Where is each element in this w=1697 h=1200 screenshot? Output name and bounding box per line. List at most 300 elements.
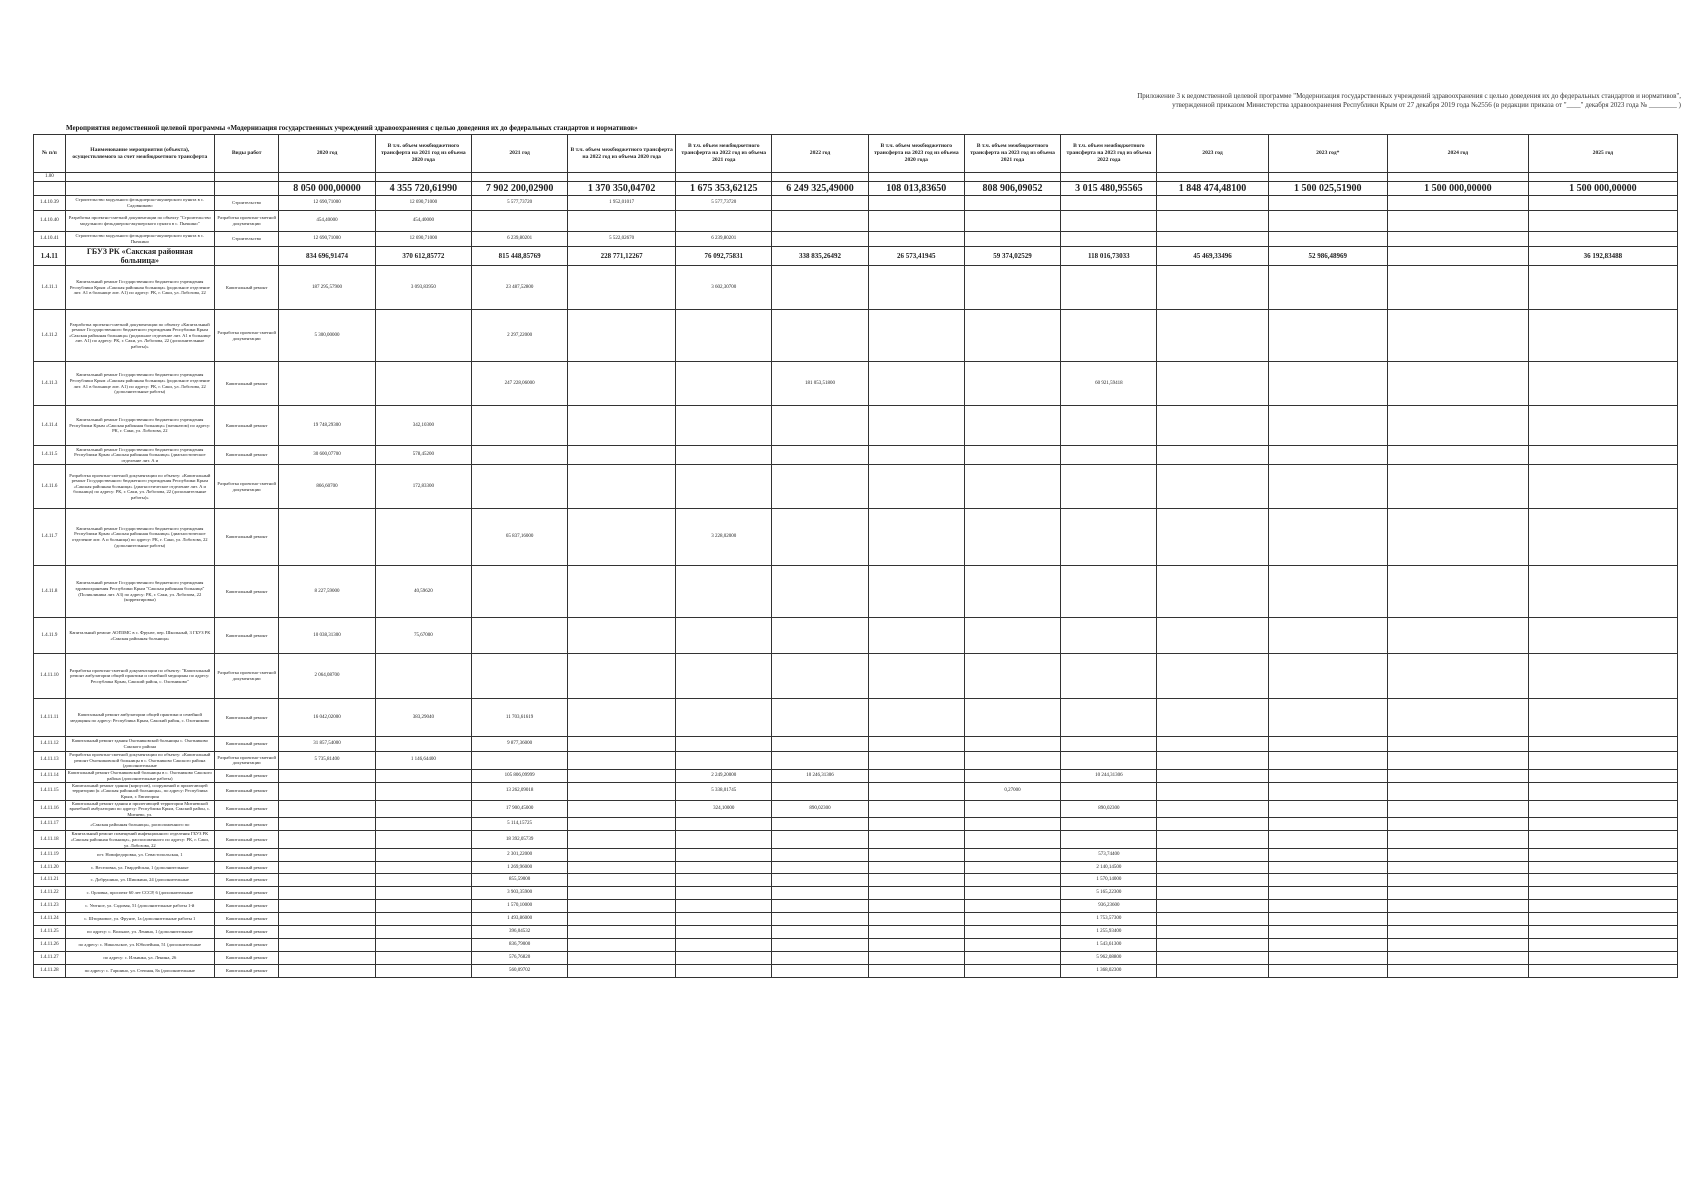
row-value	[868, 654, 964, 699]
row-value	[1061, 618, 1157, 654]
row-value	[1528, 818, 1677, 831]
row-value	[868, 699, 964, 737]
table-row	[34, 800, 1678, 818]
table-row	[34, 952, 1678, 965]
total-cell: 4 355 720,61990	[375, 182, 471, 196]
row-name: Разработка проектно-сметной документации по объекту: "Капитальный ремонт амбулатории общей практики и семейной медицины по адресу: Республика Крым, Сакский район, с. Охотниково"	[65, 654, 214, 699]
row-value	[772, 737, 868, 752]
row-name: пгт. Новофедоровка, ул. Севастопольская, 1	[65, 849, 214, 862]
row-value	[1528, 211, 1677, 232]
col-header: В т.ч. объем межбюджетного трансферта на 2023 год из объема 2022 года	[1061, 135, 1157, 173]
row-value	[1528, 509, 1677, 566]
row-value	[568, 782, 676, 800]
row-value	[1388, 862, 1529, 874]
row-value: 23 487,52800	[471, 266, 567, 310]
row-name: с. Штормовое, ул. Фрунзе, 1а (дополнительные работы 1	[65, 913, 214, 926]
row-value: 118 016,73033	[1061, 247, 1157, 266]
row-number: 1.4.11.6	[34, 465, 66, 509]
row-value	[568, 769, 676, 782]
row-value	[772, 939, 868, 952]
row-value	[568, 800, 676, 818]
row-value	[279, 887, 375, 900]
row-value	[772, 831, 868, 849]
total-cell: 6 249 325,49000	[772, 182, 868, 196]
row-value	[676, 654, 772, 699]
row-value	[1268, 862, 1388, 874]
row-value	[1528, 266, 1677, 310]
row-value	[964, 849, 1060, 862]
row-value	[772, 310, 868, 362]
row-name: Капитальный ремонт здания Охотниковской больницы с. Охотниково Сакского района	[65, 737, 214, 752]
row-name: Капитальный ремонт Государственного бюджетного учреждения здравоохранения Республики Крым "Сакская районная больница" (Поликлиника лит. А3) по адресу: РК, г. Саки, ул. Лобозова, 22 (корректировка)	[65, 566, 214, 618]
row-value	[1528, 782, 1677, 800]
row-value	[868, 769, 964, 782]
row-value	[1157, 509, 1268, 566]
row-value: 3 903,35900	[471, 887, 567, 900]
row-value	[375, 769, 471, 782]
row-value	[1528, 362, 1677, 406]
table-row	[34, 887, 1678, 900]
row-value	[964, 939, 1060, 952]
row-value	[964, 769, 1060, 782]
row-value	[471, 446, 567, 465]
row-value	[568, 465, 676, 509]
row-value	[964, 926, 1060, 939]
code-row	[34, 173, 1678, 182]
row-value	[772, 232, 868, 247]
row-value	[772, 266, 868, 310]
row-value: 0,27000	[964, 782, 1060, 800]
table-row	[34, 465, 1678, 509]
row-number: 1.4.10.39	[34, 196, 66, 211]
table-row	[34, 196, 1678, 211]
row-value: 454,40000	[375, 211, 471, 232]
row-value: 2 064,08700	[279, 654, 375, 699]
row-value	[1268, 618, 1388, 654]
row-value: 855,59000	[471, 874, 567, 887]
row-name: Капитальный ремонт здания (корпусов), сооружений и прилегающей территории (к «Сакская районной больницы», по адресу: Республика Крым, г. Евпатория	[65, 782, 214, 800]
col-header: 2021 год	[471, 135, 567, 173]
row-value	[868, 310, 964, 362]
row-value	[375, 737, 471, 752]
row-value	[1268, 913, 1388, 926]
row-value: 13 262,09018	[471, 782, 567, 800]
row-number: 1.4.11.5	[34, 446, 66, 465]
row-value	[1388, 913, 1529, 926]
row-value: 11 703,61619	[471, 699, 567, 737]
row-value	[1528, 310, 1677, 362]
row-value	[1157, 849, 1268, 862]
row-value	[676, 818, 772, 831]
total-cell: 808 906,09052	[964, 182, 1060, 196]
row-number: 1.4.11.13	[34, 752, 66, 770]
row-value: 6 239,80201	[676, 232, 772, 247]
row-value	[1157, 465, 1268, 509]
row-value	[1157, 211, 1268, 232]
row-name: ГБУЗ РК «Сакская районная больница»	[65, 247, 214, 266]
row-value	[1157, 900, 1268, 913]
row-value	[1157, 446, 1268, 465]
row-value	[964, 862, 1060, 874]
row-number: 1.4.11.12	[34, 737, 66, 752]
row-number: 1.4.11.26	[34, 939, 66, 952]
row-value	[868, 900, 964, 913]
col-header: 2020 год	[279, 135, 375, 173]
row-value	[1388, 362, 1529, 406]
col-header: 2023 год	[1157, 135, 1268, 173]
total-cell: 1 500 000,00000	[1528, 182, 1677, 196]
row-value	[1268, 769, 1388, 782]
row-value	[1157, 654, 1268, 699]
row-value	[964, 509, 1060, 566]
row-value	[676, 831, 772, 849]
row-number: 1.4.11.16	[34, 800, 66, 818]
row-value	[1528, 849, 1677, 862]
row-work-type: Капитальный ремонт	[214, 266, 279, 310]
row-value	[1268, 211, 1388, 232]
row-value	[868, 446, 964, 465]
row-value	[772, 699, 868, 737]
table-row	[34, 362, 1678, 406]
table-row	[34, 913, 1678, 926]
row-value	[772, 952, 868, 965]
row-value	[964, 887, 1060, 900]
row-value	[1157, 406, 1268, 446]
row-value	[964, 310, 1060, 362]
row-value	[568, 362, 676, 406]
row-value	[868, 266, 964, 310]
row-value	[1388, 211, 1529, 232]
row-value: 10 038,31300	[279, 618, 375, 654]
row-value: 26 573,41945	[868, 247, 964, 266]
row-value: 76 092,75831	[676, 247, 772, 266]
row-value	[772, 782, 868, 800]
row-value	[1388, 465, 1529, 509]
row-value: 2 297,22000	[471, 310, 567, 362]
row-value	[1157, 737, 1268, 752]
table-row	[34, 831, 1678, 849]
row-value	[1388, 831, 1529, 849]
table-row	[34, 752, 1678, 770]
row-value	[279, 913, 375, 926]
row-value	[1268, 654, 1388, 699]
row-value	[1268, 737, 1388, 752]
row-name: Капитальный ремонт Государственного бюджетного учреждения Республики Крым «Сакская районная больница» (патанатом) по адресу: РК, г. Саки, ул. Лобозова, 22	[65, 406, 214, 446]
row-value	[568, 566, 676, 618]
row-value	[676, 952, 772, 965]
row-value	[676, 566, 772, 618]
row-work-type: Капитальный ремонт	[214, 800, 279, 818]
row-work-type: Строительство	[214, 196, 279, 211]
table-row	[34, 849, 1678, 862]
row-name: Строительство модульного фельдшерско-акушерского пункта в с. Пычкино	[65, 232, 214, 247]
row-value: 370 612,85772	[375, 247, 471, 266]
total-cell: 3 015 480,95565	[1061, 182, 1157, 196]
row-value	[1268, 509, 1388, 566]
row-value	[964, 699, 1060, 737]
row-value	[279, 926, 375, 939]
row-value	[772, 406, 868, 446]
row-value	[375, 952, 471, 965]
row-value	[279, 900, 375, 913]
row-value	[375, 939, 471, 952]
row-value: 45 469,33496	[1157, 247, 1268, 266]
col-header: 2025 год	[1528, 135, 1677, 173]
row-value	[1388, 752, 1529, 770]
row-value	[1388, 939, 1529, 952]
row-name: Капитальный ремонт АОПЗМС в с. Фрунзе, пер. Школьный, 3 ГБУЗ РК «Сакская районная больница»	[65, 618, 214, 654]
row-number: 1.4.11.19	[34, 849, 66, 862]
row-work-type: Капитальный ремонт	[214, 737, 279, 752]
total-cell: 7 902 200,02900	[471, 182, 567, 196]
row-value: 8 227,59000	[279, 566, 375, 618]
row-value	[1388, 247, 1529, 266]
row-value	[1528, 952, 1677, 965]
row-value: 5 165,22300	[1061, 887, 1157, 900]
row-value: 247 228,06000	[471, 362, 567, 406]
row-value	[772, 654, 868, 699]
row-value	[1157, 800, 1268, 818]
row-value	[676, 310, 772, 362]
row-value	[568, 509, 676, 566]
row-value	[868, 831, 964, 849]
row-number: 1.4.10.40	[34, 211, 66, 232]
row-value	[1061, 406, 1157, 446]
row-value	[1061, 310, 1157, 362]
row-name: Капитальный ремонт Государственного бюджетного учреждения Республики Крым «Сакская районная больница» (диагностическое отделение лит. А и больница) по адресу: РК, г. Саки, ул. Лобозова, 22 (дополнительные работы)	[65, 509, 214, 566]
row-value	[1268, 849, 1388, 862]
row-value	[1061, 566, 1157, 618]
row-value	[1388, 965, 1529, 978]
table-row	[34, 232, 1678, 247]
row-name: Капитальный ремонт здания и прилегающей территории Митяевской врачебной амбулатории по адресу: Республика Крым, Сакский район, с. Митяево, ул.	[65, 800, 214, 818]
row-value	[1157, 782, 1268, 800]
row-number: 1.4.11.24	[34, 913, 66, 926]
row-value	[676, 406, 772, 446]
row-value	[375, 926, 471, 939]
row-value	[279, 782, 375, 800]
row-name: по адресу: с. Вольное, ул. Ленина, 1 (дополнительные	[65, 926, 214, 939]
row-value	[1528, 862, 1677, 874]
row-value: 40,59620	[375, 566, 471, 618]
row-value	[1268, 887, 1388, 900]
table-row	[34, 782, 1678, 800]
table-row	[34, 900, 1678, 913]
row-work-type: Капитальный ремонт	[214, 782, 279, 800]
row-value: 1 570,14000	[1061, 874, 1157, 887]
row-value: 18 392,05739	[471, 831, 567, 849]
row-value: 60 921,59418	[1061, 362, 1157, 406]
row-value	[375, 849, 471, 862]
col-header: В т.ч. объем межбюджетного трансферта на 2023 год из объема 2021 года	[964, 135, 1060, 173]
document-title: Мероприятия ведомственной целевой программы «Модернизация государственных учреждений здравоохранения с целью доведения их до федеральных стандартов и нормативов»	[66, 124, 638, 132]
row-value	[964, 874, 1060, 887]
row-value: 834 696,91474	[279, 247, 375, 266]
row-value: 1 146,64400	[375, 752, 471, 770]
row-value	[1528, 831, 1677, 849]
col-header: В т.ч. объем межбюджетного трансферта на 2022 год из объема 2020 года	[568, 135, 676, 173]
row-value: 578,45200	[375, 446, 471, 465]
row-value	[1268, 965, 1388, 978]
row-value	[375, 654, 471, 699]
row-value	[1528, 939, 1677, 952]
row-value	[1388, 887, 1529, 900]
row-value	[279, 874, 375, 887]
row-number: 1.4.11	[34, 247, 66, 266]
row-value	[568, 874, 676, 887]
row-value: 31 857,54000	[279, 737, 375, 752]
row-value	[676, 465, 772, 509]
row-value	[568, 406, 676, 446]
row-value	[772, 887, 868, 900]
row-value: 454,40000	[279, 211, 375, 232]
row-value	[772, 862, 868, 874]
row-value	[279, 831, 375, 849]
row-value	[568, 913, 676, 926]
row-value	[1268, 939, 1388, 952]
row-value	[471, 654, 567, 699]
row-value	[568, 310, 676, 362]
row-value	[1061, 699, 1157, 737]
row-value	[1268, 926, 1388, 939]
row-value	[868, 862, 964, 874]
row-value	[1268, 266, 1388, 310]
row-value: 10 246,31306	[772, 769, 868, 782]
row-work-type: Капитальный ремонт	[214, 900, 279, 913]
row-number: 1.4.11.14	[34, 769, 66, 782]
row-value: 5 962,08800	[1061, 952, 1157, 965]
row-value	[964, 362, 1060, 406]
row-value: 228 771,12267	[568, 247, 676, 266]
row-value: 3 228,02000	[676, 509, 772, 566]
row-value	[964, 952, 1060, 965]
row-value	[1268, 800, 1388, 818]
row-value	[1157, 362, 1268, 406]
row-value	[1528, 465, 1677, 509]
row-work-type: Капитальный ремонт	[214, 913, 279, 926]
row-value	[568, 699, 676, 737]
row-value	[375, 862, 471, 874]
table-row	[34, 509, 1678, 566]
total-cell: 1 500 000,00000	[1388, 182, 1529, 196]
row-value	[1528, 752, 1677, 770]
appendix-note: Приложение 3 к ведомственной целевой программе "Модернизация государственных учреждений здравоохранения с целью доведения их до федеральных стандартов и нормативов", утвержденной приказом Министерства здравоохранения Республики Крым от 27 декабря 2019 года №2556 (в редакции приказа от "____" декабря 2023 года № ________ )	[1137, 92, 1681, 109]
row-value	[964, 965, 1060, 978]
row-value: 1 368,02300	[1061, 965, 1157, 978]
row-value	[471, 406, 567, 446]
row-name: Разработка проектно-сметной документации по объекту: «Капитальный ремонт Государственного бюджетного учреждения Республики Крым «Сакская районная больница» (диагностическое отделение лит. А и больница) по адресу: РК, г. Саки, ул. Лобозова, 22 (дополнительные работы)»	[65, 465, 214, 509]
row-name: по адресу: с. Никольское, ул. Юбилейная, 51 (дополнительные	[65, 939, 214, 952]
row-value	[1157, 965, 1268, 978]
table-row	[34, 965, 1678, 978]
row-value	[1528, 196, 1677, 211]
row-value	[676, 618, 772, 654]
col-header: Наименование мероприятия (объекта), осуществляемого за счет межбюджетного трансферта	[65, 135, 214, 173]
table-row	[34, 654, 1678, 699]
row-value	[868, 406, 964, 446]
row-value	[868, 737, 964, 752]
row-value: 936,23600	[1061, 900, 1157, 913]
row-value	[471, 618, 567, 654]
row-value	[1528, 232, 1677, 247]
row-value	[964, 737, 1060, 752]
row-number: 1.4.11.22	[34, 887, 66, 900]
table-row	[34, 406, 1678, 446]
row-value	[1388, 566, 1529, 618]
row-value	[1388, 654, 1529, 699]
table-row	[34, 699, 1678, 737]
row-number: 1.4.11.3	[34, 362, 66, 406]
row-value: 181 053,51800	[772, 362, 868, 406]
row-value	[568, 849, 676, 862]
row-value	[1268, 465, 1388, 509]
row-work-type: Капитальный ремонт	[214, 769, 279, 782]
row-name: с. Уютное, ул. Садовая, 51 (дополнительные работы 1-й	[65, 900, 214, 913]
row-value	[568, 926, 676, 939]
col-header: В т.ч. объем межбюджетного трансферта на 2021 год из объема 2020 года	[375, 135, 471, 173]
row-value: 1 753,57300	[1061, 913, 1157, 926]
row-work-type: Капитальный ремонт	[214, 887, 279, 900]
row-value	[964, 446, 1060, 465]
row-value	[568, 446, 676, 465]
row-value	[568, 831, 676, 849]
row-number: 1.4.11.10	[34, 654, 66, 699]
row-value	[1388, 782, 1529, 800]
row-value	[1388, 310, 1529, 362]
row-value	[1061, 654, 1157, 699]
row-value	[868, 913, 964, 926]
row-value: 324,10000	[676, 800, 772, 818]
row-value	[676, 900, 772, 913]
row-number: 1.4.11.28	[34, 965, 66, 978]
row-value: 396,04532	[471, 926, 567, 939]
row-work-type	[214, 247, 279, 266]
row-number: 1.4.11.23	[34, 900, 66, 913]
row-work-type: Разработка проектно-сметной документации	[214, 310, 279, 362]
row-work-type: Капитальный ремонт	[214, 818, 279, 831]
row-value	[868, 465, 964, 509]
table-row	[34, 310, 1678, 362]
row-value: 19 748,29300	[279, 406, 375, 446]
row-value	[1268, 566, 1388, 618]
row-value	[772, 913, 868, 926]
row-value	[868, 232, 964, 247]
row-value	[868, 939, 964, 952]
row-value: 890,02300	[772, 800, 868, 818]
row-value: 866,60700	[279, 465, 375, 509]
row-value	[1528, 769, 1677, 782]
row-value	[676, 862, 772, 874]
row-value	[868, 874, 964, 887]
row-work-type: Капитальный ремонт	[214, 699, 279, 737]
header-row	[34, 135, 1678, 173]
row-value	[1157, 926, 1268, 939]
row-work-type: Капитальный ремонт	[214, 952, 279, 965]
row-value	[1388, 509, 1529, 566]
row-value	[1388, 446, 1529, 465]
row-value	[676, 211, 772, 232]
row-value: 573,74400	[1061, 849, 1157, 862]
row-value: 890,02300	[1061, 800, 1157, 818]
row-value	[1157, 232, 1268, 247]
row-value	[1061, 509, 1157, 566]
row-name: Капитальный ремонт Государственного бюджетного учреждения Республики Крым «Сакская районная больница» (родильное отделение лит. А1 в больнице лит. А1) по адресу: РК, г. Саки, ул. Лобозова, 22	[65, 266, 214, 310]
row-value	[1528, 737, 1677, 752]
row-value	[1061, 752, 1157, 770]
row-value	[1528, 926, 1677, 939]
row-value	[964, 211, 1060, 232]
row-value	[279, 952, 375, 965]
